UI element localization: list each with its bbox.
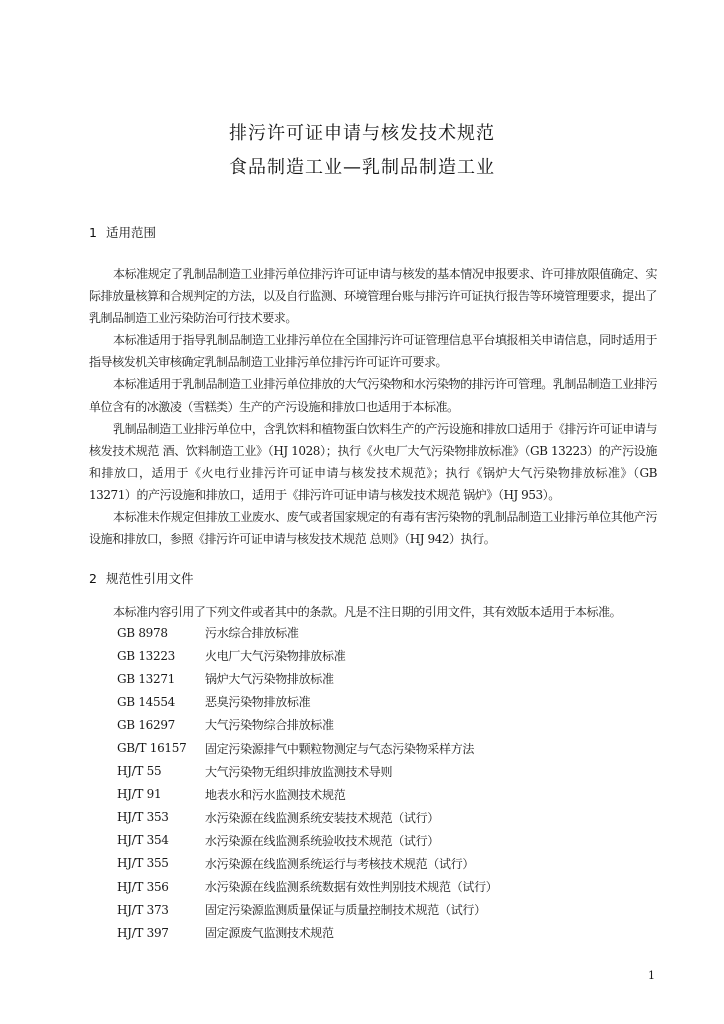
reference-row <box>117 921 677 944</box>
section-1-title: 适用范围 <box>106 225 157 240</box>
reference-row <box>117 806 677 829</box>
reference-row <box>117 852 677 875</box>
reference-row <box>117 690 677 713</box>
reference-code: GB 13223 <box>117 648 175 663</box>
document-title: 排污许可证申请与核发技术规范 <box>229 123 495 144</box>
paragraph: 本标准适用于乳制品制造工业排污单位排放的大气污染物和水污染物的排污许可管理。乳制品制造工业排污单位含有的冰激凌（雪糕类）生产的产污设施和排放口也适用于本标准。 <box>89 377 657 414</box>
reference-title: 水污染源在线监测系统数据有效性判别技术规范（试行） <box>205 880 498 895</box>
section-1-number: 1 <box>89 225 97 240</box>
reference-title: 污水综合排放标准 <box>205 626 299 641</box>
reference-row <box>117 667 677 690</box>
section-2-body <box>89 601 657 623</box>
reference-row <box>117 829 677 852</box>
page-number: 1 <box>648 969 655 982</box>
reference-code: HJ/T 397 <box>117 925 169 940</box>
reference-code: GB 8978 <box>117 625 168 640</box>
reference-title: 水污染源在线监测系统验收技术规范（试行） <box>205 833 440 848</box>
reference-code: HJ/T 356 <box>117 879 169 894</box>
reference-title: 固定污染源监测质量保证与质量控制技术规范（试行） <box>205 903 486 918</box>
section-2-number: 2 <box>89 571 97 586</box>
section-1-heading <box>89 223 156 241</box>
reference-row <box>117 898 677 921</box>
reference-title: 锅炉大气污染物排放标准 <box>205 672 334 687</box>
reference-title: 大气污染物综合排放标准 <box>205 718 334 733</box>
reference-row <box>117 875 677 898</box>
reference-row <box>117 783 677 806</box>
reference-title: 水污染源在线监测系统运行与考核技术规范（试行） <box>205 856 475 871</box>
reference-title: 固定污染源排气中颗粒物测定与气态污染物采样方法 <box>205 741 475 756</box>
reference-row <box>117 760 677 783</box>
document-subtitle: 食品制造工业—乳制品制造工业 <box>229 157 495 178</box>
section-2-title: 规范性引用文件 <box>106 571 194 586</box>
reference-code: GB 14554 <box>117 694 175 709</box>
paragraph: 本标准规定了乳制品制造工业排污单位排污许可证申请与核发的基本情况申报要求、许可排放限值确定、实际排放量核算和合规判定的方法，以及自行监测、环境管理台账与排污许可证执行报告等环境管理要求，提出了乳制品制造工业污染防治可行技术要求。 <box>89 267 657 326</box>
reference-code: GB/T 16157 <box>117 741 187 756</box>
section-1-body <box>89 263 657 550</box>
reference-title: 恶臭污染物排放标准 <box>205 695 311 710</box>
reference-code: HJ/T 55 <box>117 764 162 779</box>
reference-list <box>117 621 677 944</box>
reference-title: 水污染源在线监测系统安装技术规范（试行） <box>205 810 440 825</box>
reference-row <box>117 621 677 644</box>
reference-code: HJ/T 91 <box>117 787 162 802</box>
reference-code: HJ/T 355 <box>117 856 169 871</box>
reference-title: 地表水和污水监测技术规范 <box>205 787 346 802</box>
reference-title: 大气污染物无组织排放监测技术导则 <box>205 764 393 779</box>
reference-row <box>117 713 677 736</box>
reference-row <box>117 736 677 759</box>
reference-code: HJ/T 373 <box>117 902 169 917</box>
reference-title: 火电厂大气污染物排放标准 <box>205 649 346 664</box>
paragraph: 本标准适用于指导乳制品制造工业排污单位在全国排污许可证管理信息平台填报相关申请信息，同时适用于指导核发机关审核确定乳制品制造工业排污单位排污许可证许可要求。 <box>89 333 657 370</box>
reference-title: 固定源废气监测技术规范 <box>205 926 334 941</box>
paragraph: 本标准未作规定但排放工业废水、废气或者国家规定的有毒有害污染物的乳制品制造工业排污单位其他产污设施和排放口，参照《排污许可证申请与核发技术规范 总则》（HJ 942）执行。 <box>89 510 657 547</box>
reference-row <box>117 644 677 667</box>
reference-code: GB 13271 <box>117 671 175 686</box>
reference-code: GB 16297 <box>117 717 175 732</box>
reference-code: HJ/T 354 <box>117 833 169 848</box>
reference-code: HJ/T 353 <box>117 810 169 825</box>
section-2-heading <box>89 569 194 587</box>
paragraph: 乳制品制造工业排污单位中，含乳饮料和植物蛋白饮料生产的产污设施和排放口适用于《排污许可证申请与核发技术规范 酒、饮料制造工业》（HJ 1028）；执行《火电厂大气污染物排放标准》（GB 13223）的产污设施和排放口，适用于《火电行业排污许可证申请与核发技术规范》；执行《锅炉大气污染物排放标准》（GB 13271）的产污设施和排放口，适用于《排污许可证申请与核发技术规范 锅炉》（HJ 953）。 <box>89 421 657 502</box>
paragraph: 本标准内容引用了下列文件或者其中的条款。凡是不注日期的引用文件，其有效版本适用于本标准。 <box>113 605 622 619</box>
